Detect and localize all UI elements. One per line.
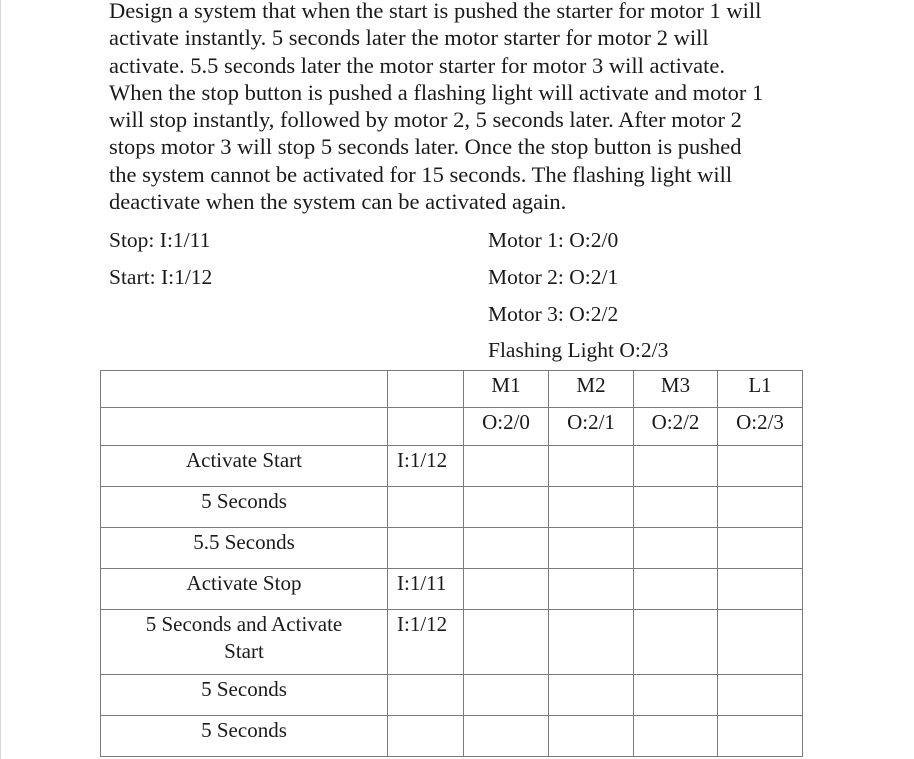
problem-line: the system cannot be activated for 15 seconds. The flashing light will — [109, 161, 733, 187]
io-stop: Stop: I:1/11 — [109, 228, 211, 252]
header-addr-m3: O:2/2 — [634, 408, 718, 446]
m2-cell — [549, 610, 634, 675]
problem-line: When the stop button is pushed a flashing light will activate and motor 1 — [109, 79, 764, 105]
m1-cell — [464, 446, 549, 487]
l1-cell — [718, 610, 803, 675]
input-cell — [388, 487, 464, 528]
input-cell — [388, 716, 464, 757]
io-flashing-light: Flashing Light O:2/3 — [488, 338, 669, 362]
header-blank-cell — [388, 371, 464, 408]
input-cell: I:1/11 — [388, 569, 464, 610]
step-cell: 5 Seconds — [101, 487, 388, 528]
problem-line: will stop instantly, followed by motor 2, 5 seconds later. After motor 2 — [109, 107, 742, 133]
io-motor-2: Motor 2: O:2/1 — [488, 265, 619, 289]
m1-cell — [464, 716, 549, 757]
m1-cell — [464, 675, 549, 716]
m3-cell — [634, 487, 718, 528]
header-addr-l1: O:2/3 — [718, 408, 803, 446]
step-text-line: 5 Seconds and Activate — [145, 612, 343, 636]
table-row — [101, 610, 803, 675]
m3-cell — [634, 528, 718, 569]
step-cell: Activate Start — [101, 446, 388, 487]
input-cell: I:1/12 — [388, 610, 464, 675]
m2-cell — [549, 487, 634, 528]
table-row — [101, 716, 803, 757]
input-cell — [388, 675, 464, 716]
m2-cell — [549, 569, 634, 610]
m3-cell — [634, 446, 718, 487]
step-cell — [101, 610, 388, 675]
table-row — [101, 446, 803, 487]
problem-line: stops motor 3 will stop 5 seconds later. Once the stop button is pushed — [109, 134, 742, 160]
header-m1: M1 — [464, 371, 549, 408]
header-blank-cell — [388, 408, 464, 446]
l1-cell — [718, 569, 803, 610]
problem-line: activate. 5.5 seconds later the motor starter for motor 3 will activate. — [109, 52, 726, 78]
m1-cell — [464, 610, 549, 675]
header-m3: M3 — [634, 371, 718, 408]
m2-cell — [549, 675, 634, 716]
m1-cell — [464, 487, 549, 528]
m1-cell — [464, 569, 549, 610]
m3-cell — [634, 610, 718, 675]
page-edge — [0, 0, 1, 759]
l1-cell — [718, 446, 803, 487]
header-blank-cell — [101, 408, 388, 446]
header-row-names — [101, 371, 803, 408]
header-addr-m2: O:2/1 — [549, 408, 634, 446]
header-addr-m1: O:2/0 — [464, 408, 549, 446]
io-motor-1: Motor 1: O:2/0 — [488, 228, 619, 252]
io-motor-3: Motor 3: O:2/2 — [488, 302, 619, 326]
step-cell: Activate Stop — [101, 569, 388, 610]
table-row — [101, 487, 803, 528]
m2-cell — [549, 446, 634, 487]
input-cell: I:1/12 — [388, 446, 464, 487]
sequence-table — [100, 370, 803, 757]
m3-cell — [634, 675, 718, 716]
input-cell — [388, 528, 464, 569]
step-cell: 5 Seconds — [101, 716, 388, 757]
m2-cell — [549, 528, 634, 569]
problem-line: deactivate when the system can be activated again. — [109, 189, 567, 215]
l1-cell — [718, 487, 803, 528]
header-row-addresses — [101, 408, 803, 446]
step-cell: 5 Seconds — [101, 675, 388, 716]
m2-cell — [549, 716, 634, 757]
problem-line: activate instantly. 5 seconds later the motor starter for motor 2 will — [109, 25, 709, 51]
l1-cell — [718, 716, 803, 757]
problem-statement — [109, 0, 829, 215]
header-blank-cell — [101, 371, 388, 408]
table-row — [101, 675, 803, 716]
m3-cell — [634, 716, 718, 757]
step-cell: 5.5 Seconds — [101, 528, 388, 569]
header-m2: M2 — [549, 371, 634, 408]
l1-cell — [718, 528, 803, 569]
table-row — [101, 528, 803, 569]
header-l1: L1 — [718, 371, 803, 408]
io-start: Start: I:1/12 — [109, 265, 213, 289]
m1-cell — [464, 528, 549, 569]
table-row — [101, 569, 803, 610]
l1-cell — [718, 675, 803, 716]
problem-line: Design a system that when the start is pushed the starter for motor 1 will — [109, 0, 762, 23]
step-text-line: Start — [224, 639, 264, 663]
m3-cell — [634, 569, 718, 610]
